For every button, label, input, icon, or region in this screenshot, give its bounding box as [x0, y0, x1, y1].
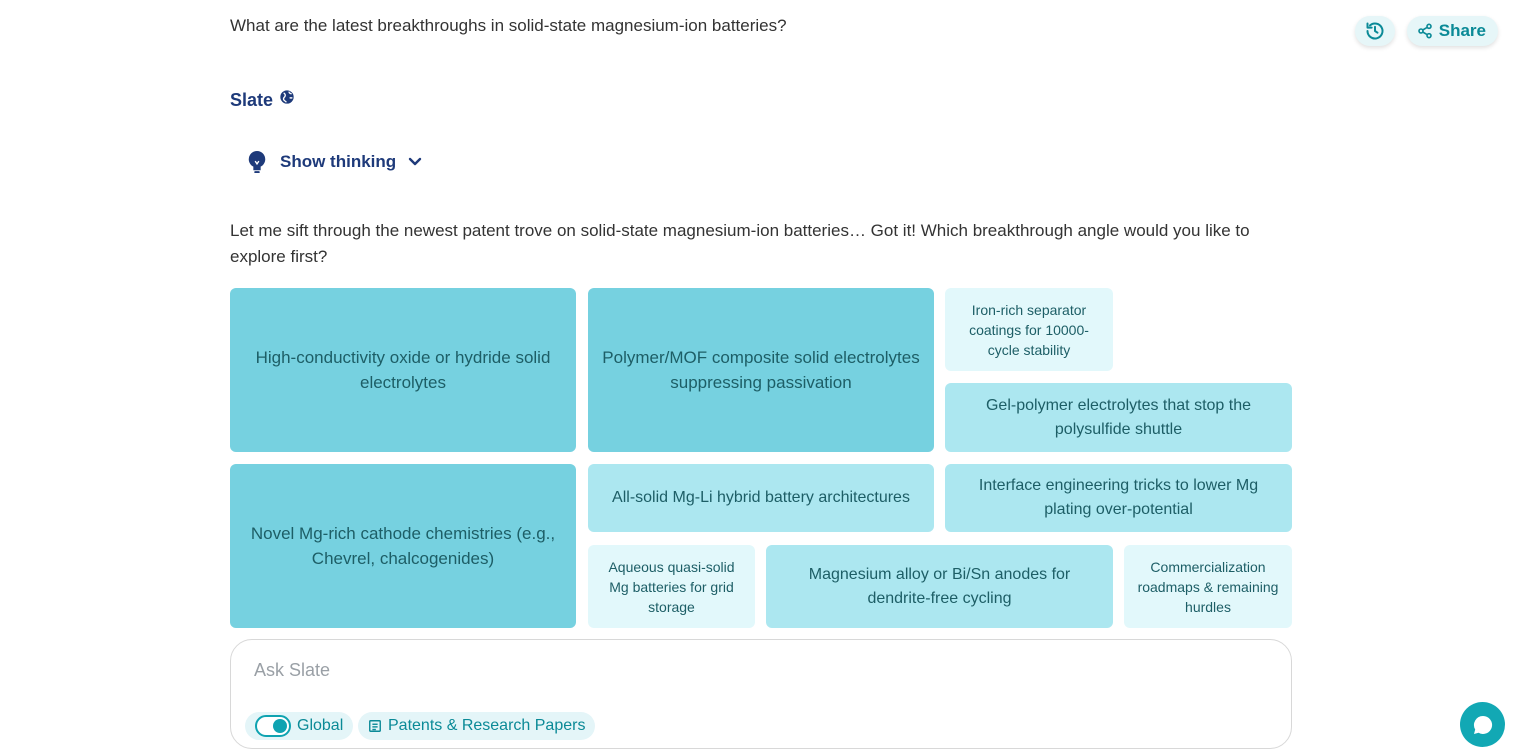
chevron-down-icon [408, 157, 422, 167]
global-toggle-chip[interactable] [245, 712, 353, 740]
topic-tile[interactable]: Magnesium alloy or Bi/Sn anodes for dendrite-free cycling [766, 545, 1113, 628]
topic-tile[interactable]: Novel Mg-rich cathode chemistries (e.g., Chevrel, chalcogenides) [230, 464, 576, 628]
share-button[interactable] [1407, 16, 1498, 46]
topic-tile[interactable]: Aqueous quasi-solid Mg batteries for grid storage [588, 545, 755, 628]
source-filter-label: Patents & Research Papers [388, 717, 586, 734]
share-icon [1417, 23, 1433, 39]
lightbulb-icon [246, 150, 268, 174]
user-question: What are the latest breakthroughs in solid-state magnesium-ion batteries? [230, 16, 787, 35]
answer-text: Let me sift through the newest patent trove on solid-state magnesium-ion batteries… Got it! Which breakthrough angle would you like to explore first? [230, 221, 1250, 266]
share-label: Share [1438, 21, 1486, 40]
topic-tile[interactable]: Iron-rich separator coatings for 10000-cycle stability [945, 288, 1113, 371]
source-filter-chip[interactable] [358, 712, 595, 740]
history-icon [1365, 21, 1385, 41]
topic-tile[interactable]: Polymer/MOF composite solid electrolytes suppressing passivation [588, 288, 934, 452]
show-thinking-label: Show thinking [280, 152, 397, 171]
global-toggle[interactable] [255, 715, 291, 737]
topic-tile[interactable]: Commercialization roadmaps & remaining hurdles [1124, 545, 1292, 628]
assistant-name: Slate [230, 90, 274, 110]
ask-input[interactable] [254, 660, 1254, 681]
show-thinking-toggle[interactable] [246, 150, 422, 174]
globe-icon [279, 89, 295, 105]
document-icon [368, 719, 382, 733]
history-button[interactable] [1355, 16, 1395, 46]
global-label: Global [297, 717, 344, 734]
topic-tile[interactable]: Gel-polymer electrolytes that stop the polysulfide shuttle [945, 383, 1292, 452]
chat-icon [1471, 713, 1495, 737]
assistant-brand [230, 90, 295, 111]
topic-tile[interactable]: Interface engineering tricks to lower Mg plating over-potential [945, 464, 1292, 532]
topic-tile[interactable]: All-solid Mg-Li hybrid battery architectures [588, 464, 934, 532]
topic-tile[interactable]: High-conductivity oxide or hydride solid electrolytes [230, 288, 576, 452]
composer [230, 639, 1292, 749]
chat-launcher-button[interactable] [1460, 702, 1505, 747]
top-actions [1355, 16, 1498, 46]
